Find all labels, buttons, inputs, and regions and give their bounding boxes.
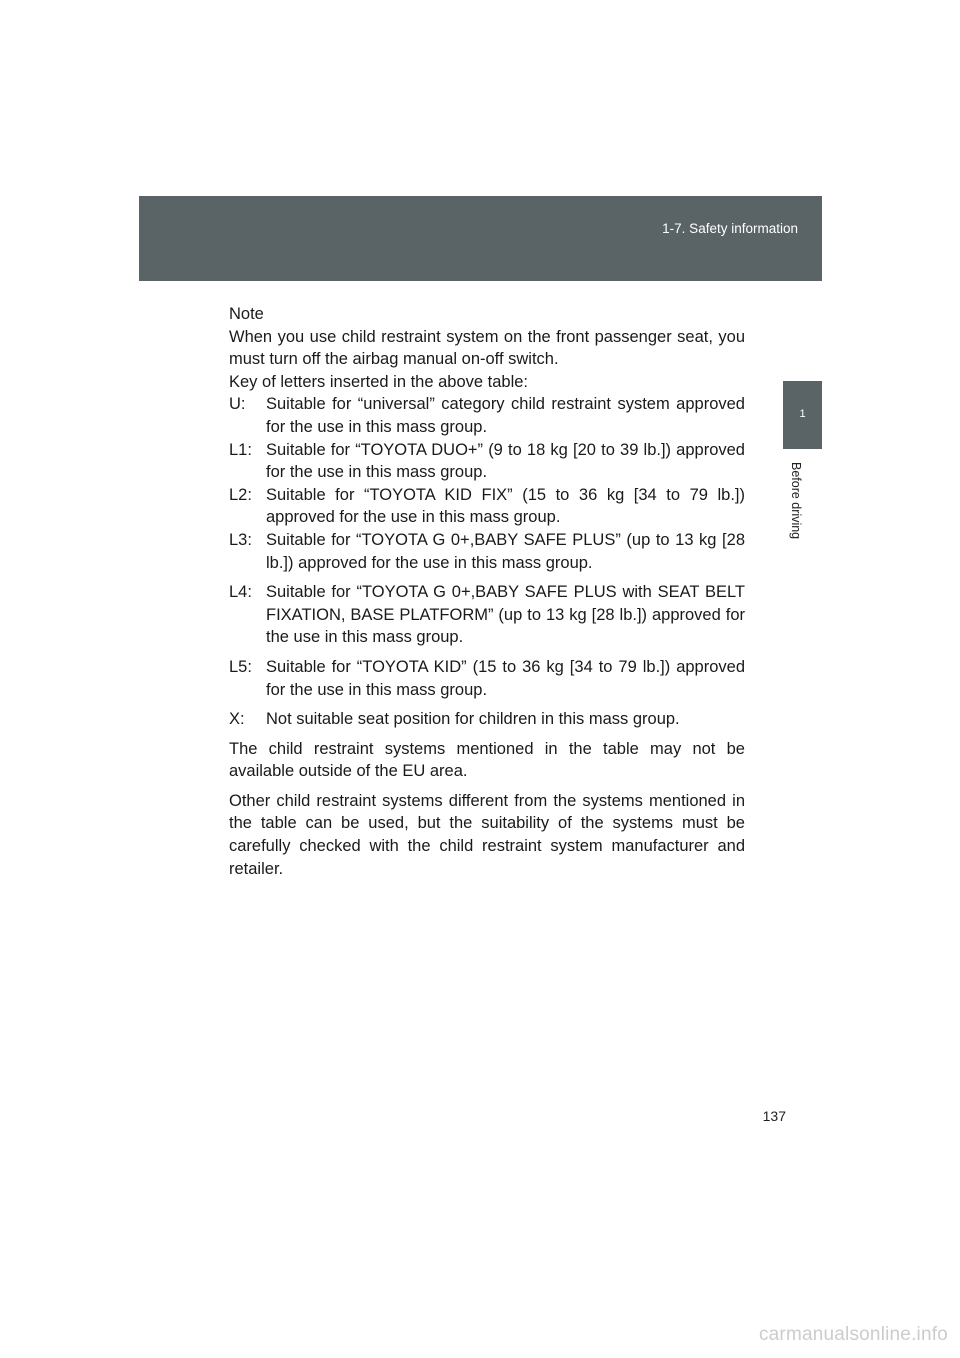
key-term: L5: [229,657,252,676]
side-tab-number: 1 [799,408,806,420]
key-term: L2: [229,485,252,504]
key-description: Suitable for “TOYOTA G 0+,BABY SAFE PLUS” (up to 13 kg [28 lb.]) approved for the use in this mass group. [266,530,745,572]
key-item-l3 [229,529,745,574]
section-title: 1-7. Safety information [662,221,798,236]
key-term: L3: [229,530,252,549]
key-item-l5 [229,656,745,701]
key-description: Suitable for “TOYOTA KID FIX” (15 to 36 kg [34 to 79 lb.]) approved for the use in this mass group. [266,485,745,527]
key-description: Not suitable seat position for children in this mass group. [266,710,680,729]
key-description: Suitable for “universal” category child restraint system approved for the use in this mass group. [266,395,745,436]
key-term: X: [229,710,245,729]
key-description: Suitable for “TOYOTA KID” (15 to 36 kg [34 to 79 lb.]) approved for the use in this mass group. [266,657,745,699]
key-item-u [229,393,745,438]
other-systems-paragraph: Other child restraint systems different from the systems mentioned in the table can be used, but the suitability of the systems must be carefully checked with the child restraint system manufacturer and retailer. [229,791,745,878]
availability-paragraph: The child restraint systems mentioned in the table may not be available outside of the EU area. [229,739,745,781]
key-description: Suitable for “TOYOTA DUO+” (9 to 18 kg [20 to 39 lb.]) approved for the use in this mass group. [266,440,745,482]
key-term: U: [229,395,246,414]
side-tab [783,381,822,449]
side-tab-label: Before driving [789,462,803,540]
note-heading: Note [229,305,264,323]
intro-paragraph: When you use child restraint system on the front passenger seat, you must turn off the airbag manual on-off switch. [229,327,745,369]
main-content [229,303,745,880]
key-item-l2 [229,484,745,529]
key-description: Suitable for “TOYOTA G 0+,BABY SAFE PLUS with SEAT BELT FIXATION, BASE PLATFORM” (up to 13 kg [28 lb.]) approved for the use in this mass group. [266,583,745,647]
key-item-l1 [229,439,745,484]
key-term: L1: [229,440,252,459]
key-term: L4: [229,583,252,602]
watermark-link[interactable]: carmanualsonline.info [758,1324,948,1345]
key-item-l4 [229,581,745,649]
key-heading: Key of letters inserted in the above table: [229,372,529,391]
page-number: 137 [762,1108,786,1124]
header-band [139,196,822,281]
key-item-x [229,708,745,731]
